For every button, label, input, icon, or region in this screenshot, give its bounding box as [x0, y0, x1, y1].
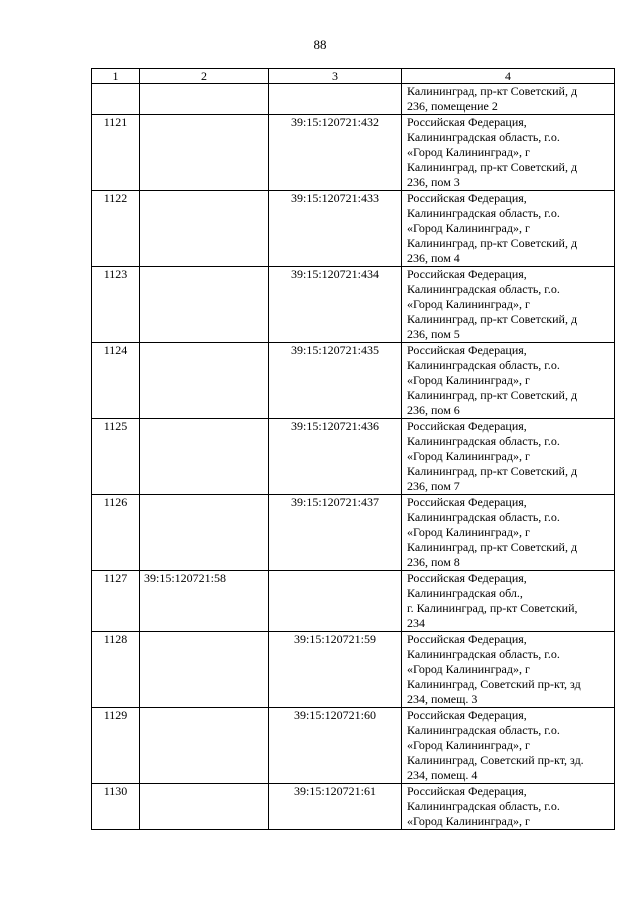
address-line: «Город Калининград», г	[407, 449, 530, 463]
address-cell	[402, 784, 615, 830]
address-line: Российская Федерация,	[407, 115, 527, 129]
address-cell	[402, 495, 615, 571]
row-number-cell: 1127	[92, 571, 140, 632]
table-row	[92, 343, 615, 419]
address-line: «Город Калининград», г	[407, 525, 530, 539]
cadastral-number-col3-cell: 39:15:120721:60	[269, 708, 402, 784]
row-number-cell: 1130	[92, 784, 140, 830]
header-col-4: 4	[402, 69, 615, 84]
header-col-3: 3	[269, 69, 402, 84]
cadastral-number-col2-cell	[140, 343, 269, 419]
cadastral-number-col2-cell	[140, 495, 269, 571]
address-line: Российская Федерация,	[407, 784, 527, 798]
address-line: Российская Федерация,	[407, 191, 527, 205]
address-line: 234, помещ. 3	[407, 692, 478, 706]
address-line: 236, пом 8	[407, 555, 460, 569]
table-body	[92, 84, 615, 830]
address-line: Калининград, Советский пр-кт, зд.	[407, 753, 584, 767]
address-line: 236, пом 4	[407, 251, 460, 265]
cadastral-number-col2-cell: 39:15:120721:58	[140, 571, 269, 632]
cadastral-number-col2-cell	[140, 784, 269, 830]
address-line: «Город Калининград», г	[407, 738, 530, 752]
cadastral-number-col2-cell	[140, 419, 269, 495]
table-row	[92, 267, 615, 343]
address-line: Калининград, пр-кт Советский, д	[407, 464, 578, 478]
table-row	[92, 495, 615, 571]
cadastral-number-col2-cell	[140, 632, 269, 708]
cadastral-number-col2-cell	[140, 267, 269, 343]
cadastral-number-col3-cell	[269, 571, 402, 632]
header-col-2: 2	[140, 69, 269, 84]
row-number-cell	[92, 84, 140, 115]
address-line: Калининградская обл.,	[407, 586, 523, 600]
address-line: 236, помещение 2	[407, 99, 498, 113]
header-col-1: 1	[92, 69, 140, 84]
table-header-row	[92, 69, 615, 84]
cadastral-number-col3-cell: 39:15:120721:436	[269, 419, 402, 495]
address-line: «Город Калининград», г	[407, 373, 530, 387]
address-line: Российская Федерация,	[407, 267, 527, 281]
cadastral-number-col2-cell	[140, 115, 269, 191]
page-number: 88	[313, 37, 327, 52]
cadastral-number-col3-cell: 39:15:120721:61	[269, 784, 402, 830]
address-line: Российская Федерация,	[407, 495, 527, 509]
address-cell	[402, 115, 615, 191]
table-row	[92, 632, 615, 708]
address-line: «Город Калининград», г	[407, 221, 530, 235]
address-line: Калининград, пр-кт Советский, д	[407, 388, 578, 402]
row-number-cell: 1122	[92, 191, 140, 267]
table-row	[92, 784, 615, 830]
address-line: Калининградская область, г.о.	[407, 130, 560, 144]
address-line: Российская Федерация,	[407, 632, 527, 646]
address-line: Калининград, пр-кт Советский, д	[407, 540, 578, 554]
cadastral-number-col3-cell: 39:15:120721:59	[269, 632, 402, 708]
cadastral-number-col2-cell	[140, 191, 269, 267]
cadastral-number-col3-cell: 39:15:120721:437	[269, 495, 402, 571]
address-line: Российская Федерация,	[407, 708, 527, 722]
address-line: Российская Федерация,	[407, 343, 527, 357]
address-line: 234	[407, 616, 425, 630]
address-line: Калининградская область, г.о.	[407, 647, 560, 661]
row-number-cell: 1126	[92, 495, 140, 571]
cadastral-number-col3-cell: 39:15:120721:433	[269, 191, 402, 267]
address-line: Калининградская область, г.о.	[407, 510, 560, 524]
cadastral-number-col2-cell	[140, 708, 269, 784]
cadastral-number-col3-cell	[269, 84, 402, 115]
cadastral-number-col2-cell	[140, 84, 269, 115]
address-cell	[402, 84, 615, 115]
address-cell	[402, 267, 615, 343]
cadastral-number-col3-cell: 39:15:120721:432	[269, 115, 402, 191]
address-line: Калининградская область, г.о.	[407, 434, 560, 448]
address-cell	[402, 419, 615, 495]
address-line: Калининградская область, г.о.	[407, 282, 560, 296]
table-row	[92, 115, 615, 191]
cadastral-number-col3-cell: 39:15:120721:435	[269, 343, 402, 419]
address-line: 236, пом 6	[407, 403, 460, 417]
table-row	[92, 708, 615, 784]
address-line: Российская Федерация,	[407, 571, 527, 585]
row-number-cell: 1121	[92, 115, 140, 191]
address-line: Калининград, пр-кт Советский, д	[407, 84, 578, 98]
address-line: 236, пом 5	[407, 327, 460, 341]
cadastral-number-col3-cell: 39:15:120721:434	[269, 267, 402, 343]
address-line: «Город Калининград», г	[407, 145, 530, 159]
row-number-cell: 1129	[92, 708, 140, 784]
address-line: «Город Калининград», г	[407, 814, 530, 828]
address-cell	[402, 191, 615, 267]
address-line: Калининградская область, г.о.	[407, 723, 560, 737]
address-line: Калининградская область, г.о.	[407, 358, 560, 372]
address-line: Калининград, пр-кт Советский, д	[407, 236, 578, 250]
address-line: Российская Федерация,	[407, 419, 527, 433]
row-number-cell: 1128	[92, 632, 140, 708]
table-row	[92, 84, 615, 115]
address-line: Калининград, Советский пр-кт, зд	[407, 677, 581, 691]
address-line: г. Калининград, пр-кт Советский,	[407, 601, 578, 615]
registry-table	[91, 68, 615, 830]
address-cell	[402, 343, 615, 419]
address-line: Калининград, пр-кт Советский, д	[407, 160, 578, 174]
table-row	[92, 191, 615, 267]
address-cell	[402, 571, 615, 632]
address-line: Калининград, пр-кт Советский, д	[407, 312, 578, 326]
row-number-cell: 1124	[92, 343, 140, 419]
address-line: Калининградская область, г.о.	[407, 799, 560, 813]
address-line: 236, пом 3	[407, 175, 460, 189]
address-line: 234, помещ. 4	[407, 768, 478, 782]
row-number-cell: 1125	[92, 419, 140, 495]
address-cell	[402, 708, 615, 784]
address-line: Калининградская область, г.о.	[407, 206, 560, 220]
table-row	[92, 571, 615, 632]
address-line: 236, пом 7	[407, 479, 460, 493]
row-number-cell: 1123	[92, 267, 140, 343]
table-row	[92, 419, 615, 495]
address-cell	[402, 632, 615, 708]
address-line: «Город Калининград», г	[407, 297, 530, 311]
address-line: «Город Калининград», г	[407, 662, 530, 676]
